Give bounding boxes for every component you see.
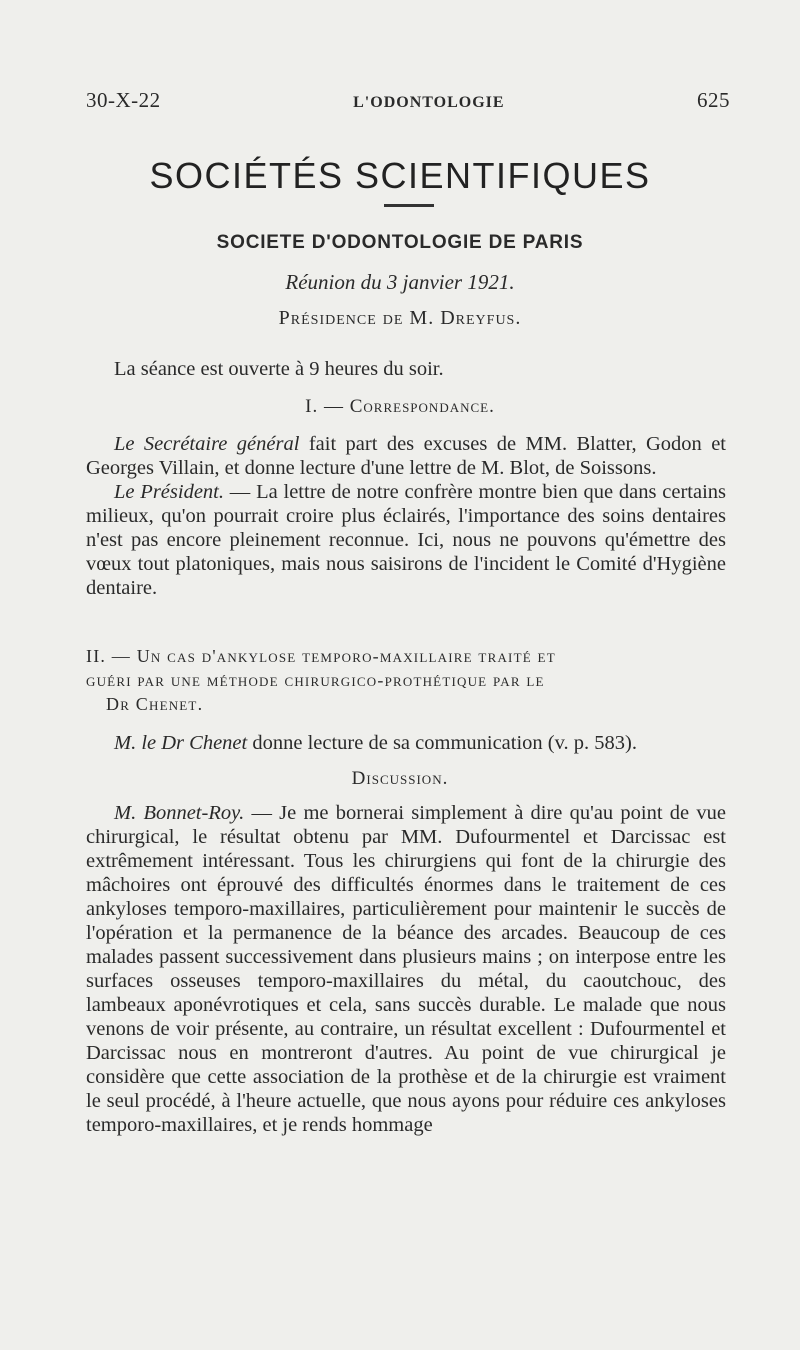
discussion-text: — Je me bornerai simplement à dire qu'au point de vue chirurgical, le résultat obtenu par MM. Dufourmentel et Darcissac est extrêmement intéressant. Tous les chirurgiens qui font de la chirurgie des mâchoires ont éprouvé des difficultés énormes dans le traitement de ces ankyloses temporo-maxillaires, particulièrement pour maintenir le succès de l'opération et la permanence de la béance des arcades. Beaucoup de ces malades passent successivement dans plusieurs mains ; on interpose entre les surfaces osseuses temporo-maxillaires du métal, du caoutchouc, des lambeaux aponévrotiques et cela, sans succès durable. Le malade que nous venons de voir présente, au contraire, un résultat excellent : Dufourmentel et Darcissac nous en montreront d'autres. Au point de vue chirurgical je considère que cette association de la prothèse et de la chirurgie est vraiment le seul procédé, à l'heure actuelle, que nous ayons pour réduire ces ankyloses temporo-maxillaires, et je rends hommage xyxy=(86,802,726,1136)
journal-name: L'ODONTOLOGIE xyxy=(353,94,505,111)
speaker-secretary: Le Secrétaire général xyxy=(114,433,300,455)
issue-date: 30-X-22 xyxy=(86,88,161,112)
speaker-bonnet-roy: M. Bonnet-Roy. xyxy=(114,802,245,824)
presidency-line: Présidence de M. Dreyfus. xyxy=(278,307,522,329)
opening-text: La séance est ouverte à 9 heures du soir. xyxy=(114,358,444,380)
discussion-heading: Discussion. xyxy=(351,768,449,789)
speaker-president: Le Président. xyxy=(114,481,224,503)
running-head xyxy=(86,88,730,114)
section-2-line-3: Dr Chenet. xyxy=(106,694,204,714)
president-text: — La lettre de notre confrère montre bien que dans certains milieux, qu'on pourrait croire plus éclairés, l'importance des soins dentaires n'est pas encore pleinement reconnue. Ici, nous ne pouvons qu'émettre des vœux tout platoniques, mais nous saisirons de l'incident le Comité d'Hygiène dentaire. xyxy=(86,481,726,599)
section-2-line-1: II. — Un cas d'ankylose temporo-maxillaire traité et xyxy=(86,646,556,666)
communication-text: donne lecture de sa communication (v. p. 583). xyxy=(247,732,637,754)
meeting-date: Réunion du 3 janvier 1921. xyxy=(285,270,515,294)
communication-paragraph xyxy=(86,731,726,755)
discussion-body xyxy=(86,801,726,1137)
discussion-paragraph xyxy=(86,801,726,1137)
title-rule xyxy=(384,204,434,207)
president-paragraph xyxy=(86,480,726,600)
section-2-heading xyxy=(86,644,726,716)
page-title: SOCIÉTÉS SCIENTIFIQUES xyxy=(149,155,651,196)
correspondence-paragraph xyxy=(86,432,726,480)
communication-line xyxy=(86,731,726,755)
speaker-chenet: M. le Dr Chenet xyxy=(114,732,248,754)
correspondence-text: fait part des excuses de MM. Blatter, Godon et Georges Villain, et donne lecture d'une lettre de M. Blot, de Soissons. xyxy=(86,433,726,479)
page-number: 625 xyxy=(697,88,730,112)
opening-paragraph xyxy=(86,357,726,381)
section-1-body xyxy=(86,432,726,600)
section-1-heading: I. — Correspondance. xyxy=(305,396,495,417)
society-name: SOCIETE D'ODONTOLOGIE DE PARIS xyxy=(216,232,584,253)
section-2-line-2: guéri par une méthode chirurgico-prothétique par le xyxy=(86,670,545,690)
